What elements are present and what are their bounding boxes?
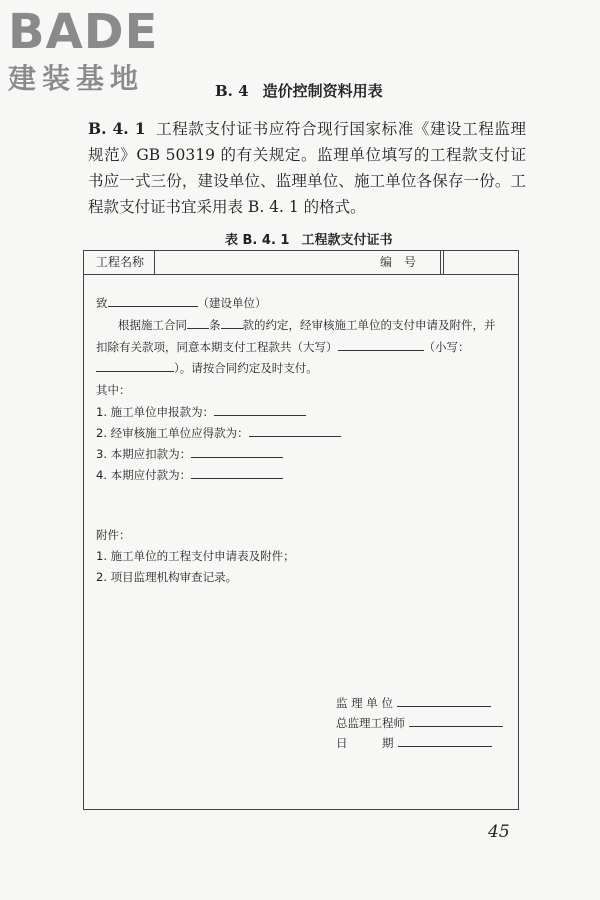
table-title: 工程款支付证书 (301, 233, 393, 248)
line2-b: （小写： (423, 340, 470, 354)
table-number: 表 B. 4. 1 (225, 233, 290, 248)
declared-amount-field[interactable] (214, 402, 306, 416)
clause-text: 工程款支付证书应符合现行国家标准《建设工程监理规范》GB 50319 的有关规定。监理单位填写的工程款支付证书应一式三份，建设单位、监理单位、施工单位各保存一份。工程款支付证书宜采用表 B. 4. 1 的格式。 (88, 120, 526, 216)
form-header-row (84, 251, 518, 275)
amount-line (96, 337, 470, 356)
clause-paragraph (88, 116, 526, 220)
amount-words-field[interactable] (338, 337, 424, 351)
signature-label: 日 期 (336, 736, 394, 750)
deduction-amount-field[interactable] (191, 444, 283, 458)
signature-row (336, 693, 491, 712)
amount-figure-line (96, 358, 318, 377)
signature-row (336, 713, 503, 732)
item-row (96, 465, 283, 484)
owner-field[interactable] (108, 293, 198, 307)
page-number: 45 (488, 822, 510, 842)
date-field[interactable] (398, 733, 492, 747)
attachments-label: 附件： (96, 528, 131, 542)
clause-field[interactable] (187, 315, 209, 329)
signature-row (336, 733, 492, 752)
item-row (96, 402, 306, 421)
table-caption (225, 229, 392, 248)
amount-figures-field[interactable] (96, 358, 174, 372)
among-label: 其中： (96, 383, 131, 397)
contract-line (118, 315, 496, 334)
section-title: 造价控制资料用表 (262, 82, 383, 100)
line2-a: 扣除有关款项，同意本期支付工程款共（大写） (96, 340, 338, 354)
item-label: 2. 经审核施工单位应得款为： (96, 426, 249, 440)
logo-subtitle: 建装基地 (8, 62, 145, 95)
chief-engineer-field[interactable] (409, 713, 503, 727)
attachment-item: 2. 项目监理机构审查记录。 (96, 570, 238, 584)
supervision-unit-field[interactable] (397, 693, 491, 707)
item-row (96, 444, 283, 463)
logo-brand: BADE (8, 4, 159, 60)
to-label: 致 (96, 296, 108, 310)
section-number: B. 4 (215, 82, 249, 100)
project-name-label: 工程名称 (96, 255, 145, 269)
item-label: 3. 本期应扣款为： (96, 447, 192, 461)
item-row (96, 423, 341, 442)
line3: ）。请按合同约定及时支付。 (174, 361, 318, 375)
section-heading (215, 80, 383, 101)
line1-a: 根据施工合同 (118, 318, 187, 332)
signature-label: 总监理工程师 (336, 716, 405, 730)
line1-c: 款的约定，经审核施工单位的支付申请及附件，并 (242, 318, 496, 332)
payment-certificate-form (83, 250, 519, 810)
item-label: 1. 施工单位申报款为： (96, 405, 215, 419)
line1-b: 条 (209, 318, 221, 332)
serial-label: 编 号 (380, 255, 417, 269)
item-label: 4. 本期应付款为： (96, 468, 192, 482)
bade-logo (8, 6, 178, 96)
serial-field[interactable] (441, 251, 518, 274)
clause-number: B. 4. 1 (88, 119, 146, 138)
signature-label: 监 理 单 位 (336, 696, 393, 710)
to-suffix: （建设单位） (197, 296, 267, 310)
payable-amount-field[interactable] (191, 465, 283, 479)
subclause-field[interactable] (221, 315, 243, 329)
attachment-item: 1. 施工单位的工程支付申请表及附件； (96, 549, 295, 563)
approved-amount-field[interactable] (249, 423, 341, 437)
to-line (96, 293, 267, 312)
